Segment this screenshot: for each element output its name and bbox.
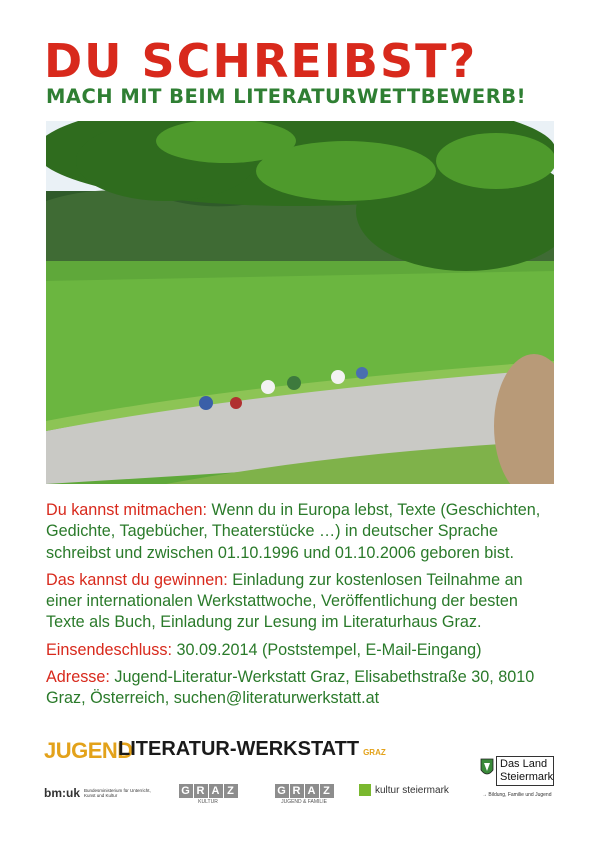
headline: DU SCHREIBST? — [44, 34, 478, 88]
graz-letter: A — [305, 784, 319, 798]
text-eligibility: Wenn du in Europa lebst, Texte (Geschichten, Gedichte, Tagebücher, Theaterstücke …) in deutscher Sprache schreibst und zwischen 01.10.1996 und 01.10.2006 geboren bist. — [46, 501, 541, 562]
logo-literatur-werkstatt-text: LITERATUR-WERKSTATT — [118, 738, 360, 760]
paragraph-prizes — [46, 570, 560, 634]
text-deadline: 30.09.2014 (Poststempel, E-Mail-Eingang) — [171, 640, 482, 659]
kultur-text: kultur steiermark — [375, 784, 449, 796]
bmuk-mark: bm:uk — [44, 786, 80, 800]
bmuk-text: Bundesministerium für Unterricht, Kunst und Kultur — [84, 788, 151, 798]
photo-meadow — [46, 121, 554, 484]
logo-kultur-steiermark — [359, 784, 449, 796]
graz-letter: Z — [224, 784, 238, 798]
info-text — [46, 500, 560, 716]
label-address: Adresse: — [46, 668, 110, 687]
kultur-square-icon — [359, 784, 371, 796]
graz-letter: Z — [320, 784, 334, 798]
label-deadline: Einsendeschluss: — [46, 640, 172, 659]
logo-bmuk — [44, 786, 154, 800]
graz-letter: G — [179, 784, 193, 798]
paragraph-eligibility — [46, 500, 560, 564]
logo-graz-kultur — [172, 784, 244, 805]
graz-jugend-sub: JUGEND & FAMILIE — [281, 799, 327, 805]
text-prizes: Einladung zur kostenlosen Teilnahme an einer internationalen Werkstattwoche, Veröffentlichung der besten Texte als Buch, Einladung zur Lesung im Literaturhaus Graz. — [46, 570, 523, 632]
graz-kultur-letters — [172, 784, 244, 798]
graz-jugend-letters — [268, 784, 340, 798]
label-prizes: Das kannst du gewinnen: — [46, 570, 228, 589]
sponsor-logos — [0, 730, 600, 846]
logo-graz-jugend — [268, 784, 340, 805]
logo-jugend: JUGEND — [44, 738, 133, 763]
logo-literatur-werkstatt — [118, 738, 386, 761]
graz-letter: A — [209, 784, 223, 798]
graz-letter: R — [194, 784, 208, 798]
graz-kultur-sub: KULTUR — [198, 799, 218, 805]
paragraph-deadline — [46, 640, 560, 661]
land-subtitle: → Bildung, Familie und Jugend — [482, 792, 552, 798]
label-eligibility: Du kannst mitmachen: — [46, 501, 208, 519]
logo-literatur-werkstatt-city: GRAZ — [363, 748, 386, 757]
meadow-illustration — [46, 121, 554, 484]
crest-icon — [480, 758, 494, 778]
subheadline: MACH MIT BEIM LITERATURWETTBEWERB! — [46, 85, 527, 108]
land-line2: Steiermark — [500, 771, 554, 783]
paragraph-address — [46, 667, 560, 710]
text-address: Jugend-Literatur-Werkstatt Graz, Elisabethstraße 30, 8010 Graz, Österreich, suchen@literaturwerkstatt.at — [46, 668, 535, 708]
land-text-box — [496, 756, 554, 786]
graz-letter: R — [290, 784, 304, 798]
land-line1: Das Land — [500, 758, 548, 770]
graz-letter: G — [275, 784, 289, 798]
